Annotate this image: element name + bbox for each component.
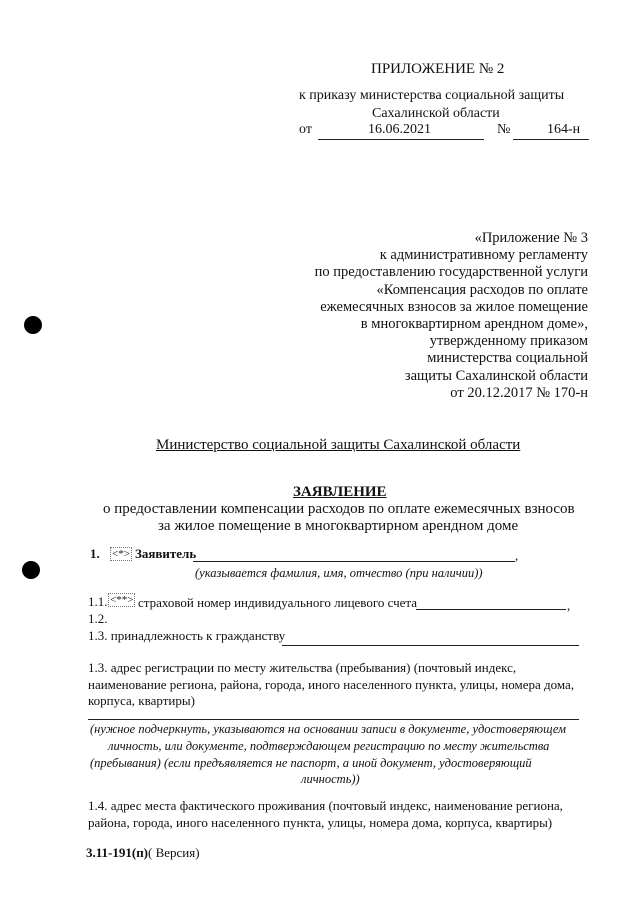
- snils-field[interactable]: [416, 609, 566, 610]
- item13-hint-1: (нужное подчеркнуть, указываются на основании записи в документе, удостоверяющем: [90, 722, 567, 736]
- annex2-title: ПРИЛОЖЕНИЕ № 2: [371, 61, 505, 77]
- item13-address-text-1: 1.3. адрес регистрации по месту жительства (пребывания) (почтовый индекс,: [88, 660, 517, 675]
- annex2-date-underline: [318, 139, 484, 140]
- annex3-line: утвержденному приказом: [429, 333, 588, 350]
- punch-hole-bottom: [22, 561, 40, 579]
- statement-subtitle-1: о предоставлении компенсации расходов по оплате ежемесячных взносов: [103, 501, 575, 517]
- item11-label: страховой номер индивидуального лицевого счета: [138, 595, 418, 610]
- annex3-line: в многоквартирном арендном доме»,: [360, 316, 588, 333]
- item1-comma: ,: [515, 548, 519, 563]
- item1-hint: (указывается фамилия, имя, отчество (при наличии)): [195, 566, 483, 580]
- punch-hole-top: [24, 316, 42, 334]
- annex3-block: [315, 230, 588, 402]
- item1-footnote-mark: <*>: [112, 548, 130, 560]
- annex3-line: ежемесячных взносов за жилое помещение: [320, 298, 588, 315]
- item13-address-text-2: наименование региона, района, города, иного населенного пункта, улицы, номера дома,: [88, 677, 575, 692]
- annex3-line: защиты Сахалинской области: [404, 367, 588, 384]
- item11-comma: ,: [567, 598, 571, 613]
- annex2-line1: к приказу министерства социальной защиты: [299, 88, 565, 103]
- annex3-line: «Компенсация расходов по оплате: [376, 281, 588, 298]
- annex2-date: 16.06.2021: [368, 122, 431, 137]
- item14-text-1: 1.4. адрес места фактического проживания (почтовый индекс, наименование региона,: [88, 798, 563, 813]
- footer-code: 3.11-191(п): [86, 845, 149, 860]
- annex2-line2: Сахалинской области: [372, 106, 500, 121]
- footer-form-code: [86, 845, 200, 861]
- statement-title: ЗАЯВЛЕНИЕ: [293, 484, 387, 500]
- footer-version: ( Версия): [148, 845, 200, 860]
- annex3-line: по предоставлению государственной услуги: [314, 264, 588, 281]
- item12-number: 1.2.: [88, 611, 108, 626]
- registration-address-field[interactable]: [88, 719, 579, 720]
- item11-footnote-mark: <**>: [110, 594, 134, 606]
- annex3-line: к административному регламенту: [379, 247, 588, 264]
- item13-hint-3: (пребывания) (если предъявляется не паспорт, а иной документ, удостоверяющий: [90, 756, 532, 770]
- item11-number: 1.1.: [88, 594, 108, 609]
- annex3-line: министерства социальной: [427, 350, 588, 367]
- item14-text-2: района, города, иного населенного пункта, улицы, номера дома, корпуса, квартиры): [88, 815, 553, 830]
- item13-hint-4: личность)): [301, 772, 360, 786]
- annex3-line: «Приложение № 3: [474, 230, 588, 246]
- ministry-name: Министерство социальной защиты Сахалинской области: [156, 437, 521, 453]
- annex3-line: от 20.12.2017 № 170-н: [450, 384, 588, 401]
- item13-hint-2: личность, или документе, подтверждающем регистрацию по месту жительства: [108, 739, 550, 753]
- statement-subtitle-2: за жилое помещение в многоквартирном арендном доме: [158, 518, 519, 534]
- applicant-name-field[interactable]: [193, 561, 515, 562]
- item13-address-text-3: корпуса, квартиры): [88, 693, 195, 708]
- citizenship-field[interactable]: [282, 645, 579, 646]
- annex2-number-underline: [513, 139, 589, 140]
- annex2-num-label: №: [497, 122, 511, 137]
- item13-citizenship-label: 1.3. принадлежность к гражданству: [88, 628, 286, 643]
- annex2-from-label: от: [299, 122, 312, 137]
- item1-label: Заявитель: [135, 546, 197, 561]
- annex2-number: 164-н: [547, 122, 581, 137]
- item1-number: 1.: [90, 546, 100, 561]
